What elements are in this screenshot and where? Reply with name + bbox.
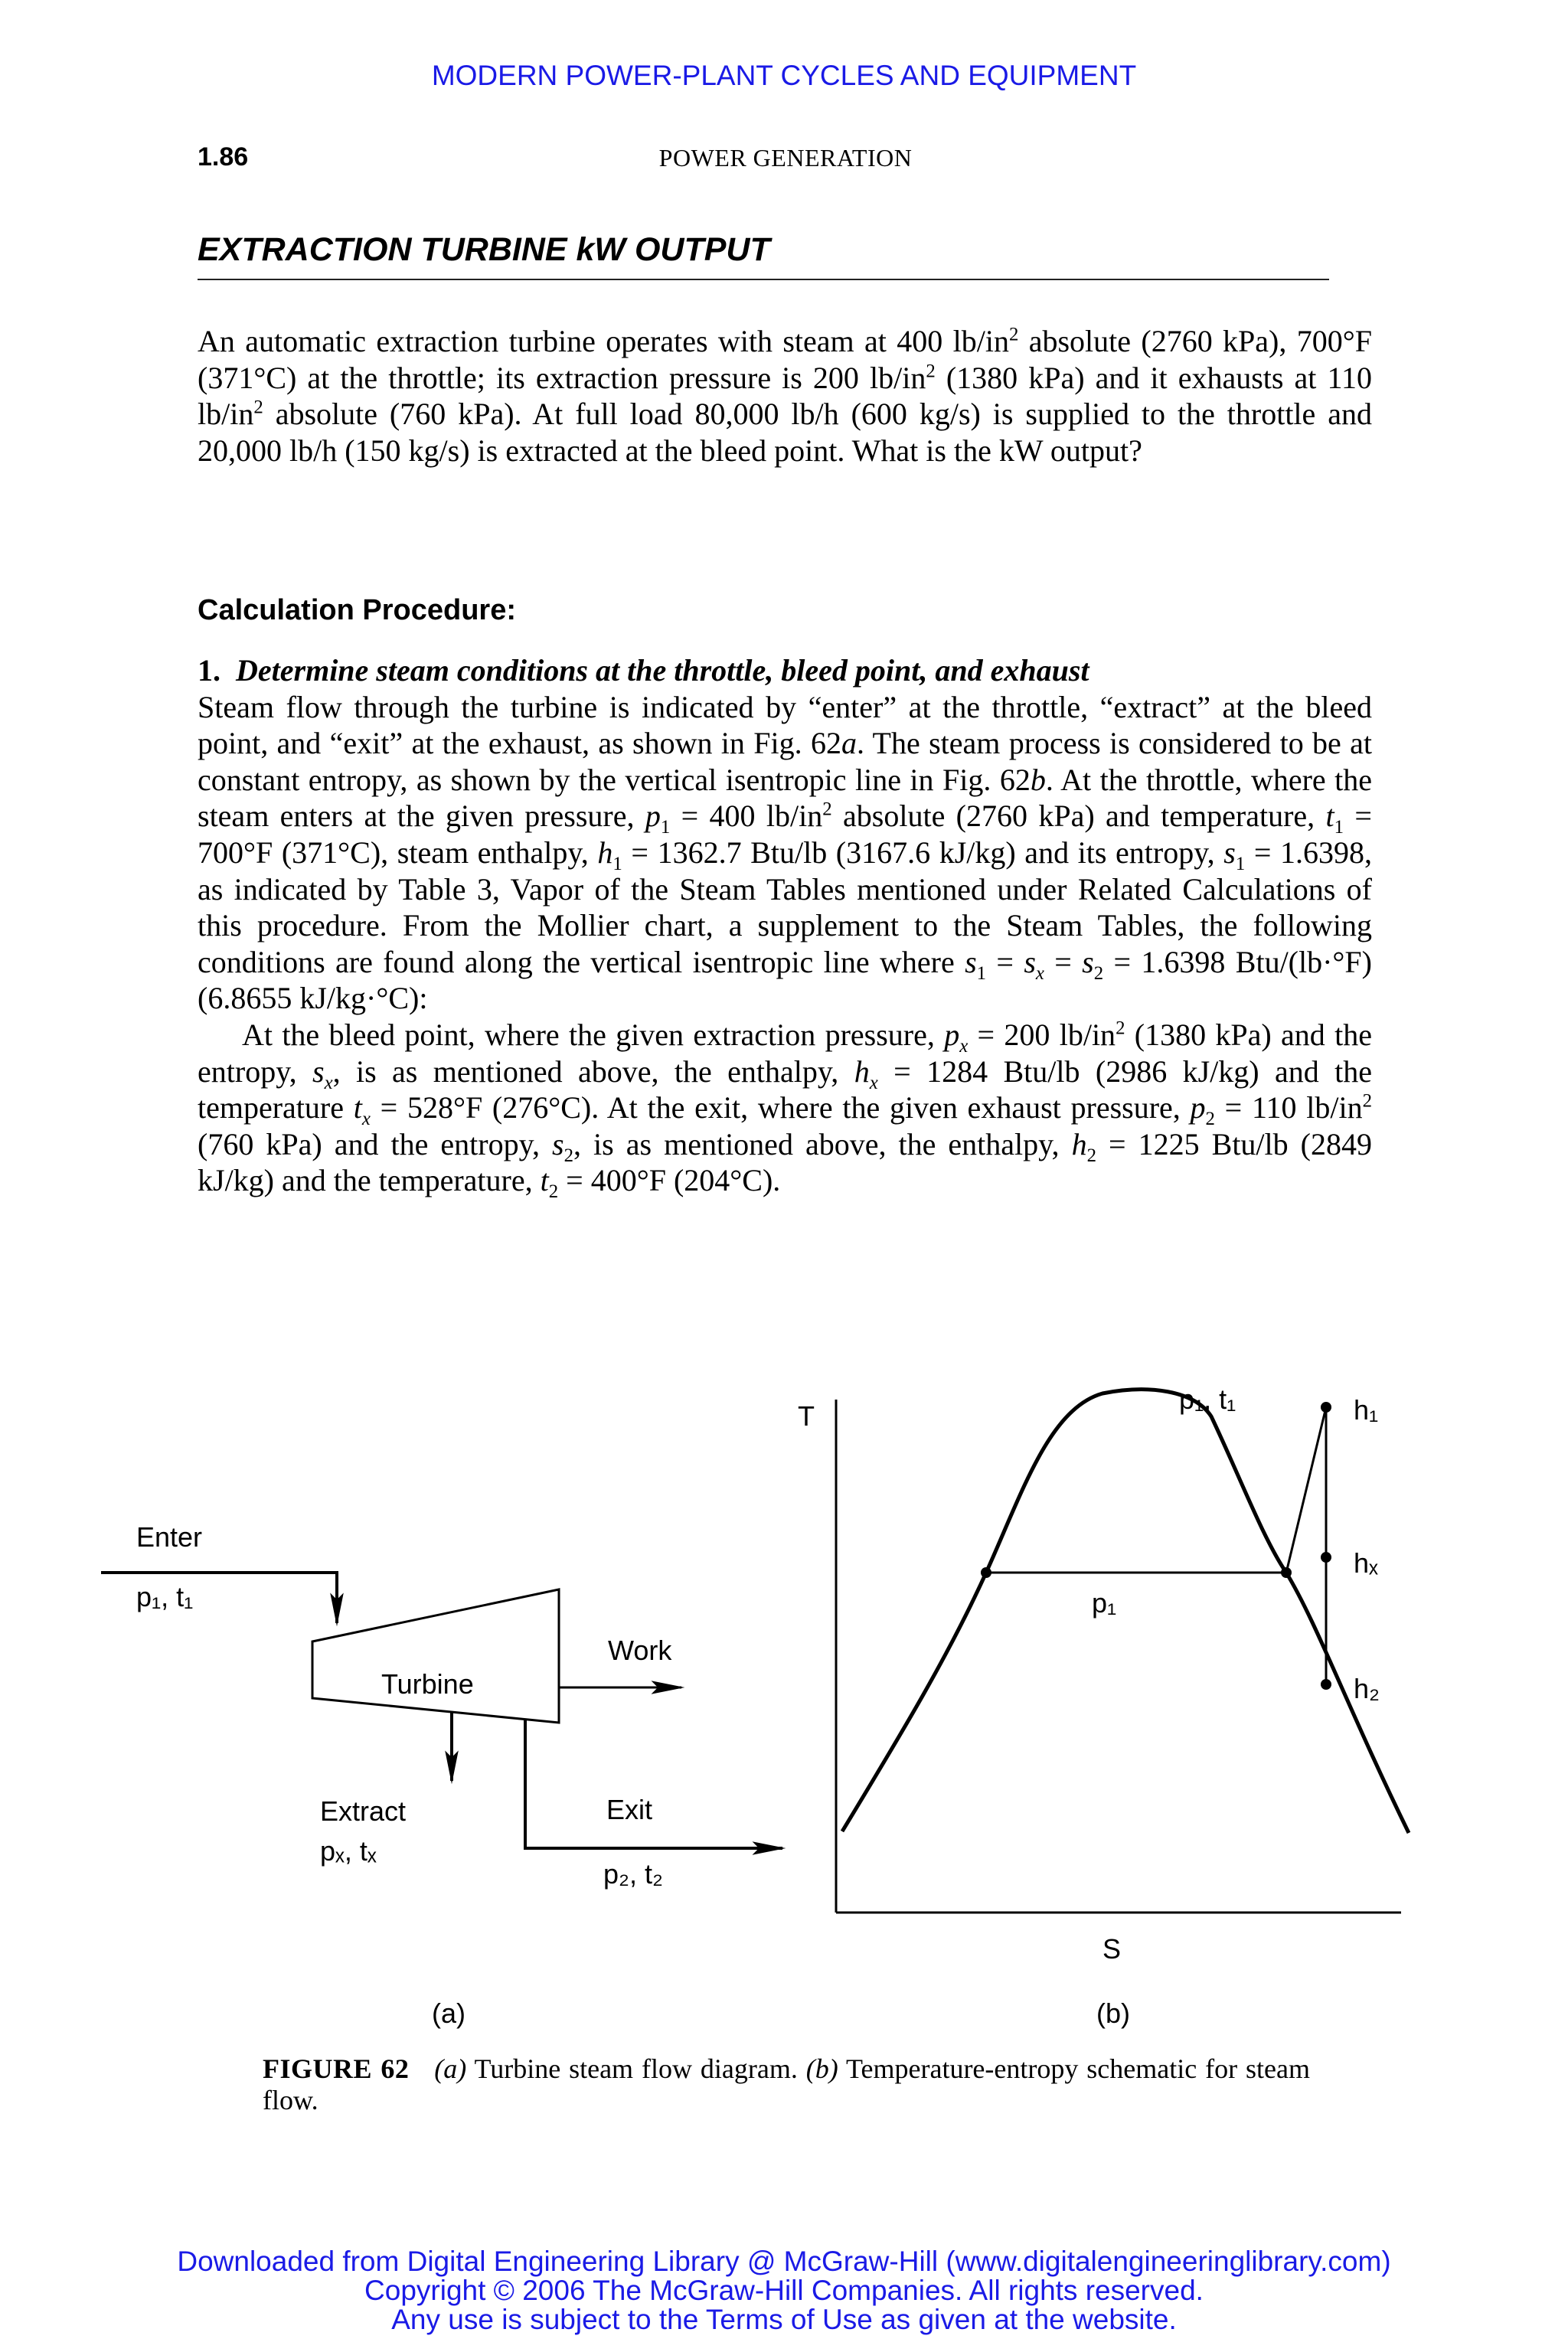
top-banner[interactable]: MODERN POWER-PLANT CYCLES AND EQUIPMENT [431, 60, 1137, 91]
enter-label: Enter [136, 1521, 203, 1553]
T-axis-label: T [798, 1400, 815, 1432]
problem-statement: An automatic extraction turbine operates with steam at 400 $lb/in^2$ absolute (2760 kPa), 700°F (371°C) at the throttle; its extraction pressure is 200 $lb/in^2$ (1380 kPa) and it exhausts at 110 $lb/in^2$ absolute (760 kPa). At full load 80,000 lb/h (600 kg/s) is supplied to the throttle and 20,000 lb/h (150 kg/s) is extracted at the bleed point. What is the kW output? [198, 324, 1372, 468]
turbine-label: Turbine [381, 1668, 474, 1700]
exit-label: Exit [606, 1794, 653, 1825]
p1-label-b: p₁ [1092, 1587, 1117, 1619]
hx-label: hₓ [1354, 1547, 1378, 1579]
S-axis-label: S [1102, 1933, 1122, 1965]
step-1-heading: 1. Determine steam conditions at the throttle, bleed point, and exhaust [198, 653, 1089, 688]
footer-copyright[interactable]: Copyright © 2006 The McGraw-Hill Companies. All rights reserved. [364, 2275, 1204, 2306]
footer-download-link[interactable]: Downloaded from Digital Engineering Library @ McGraw-Hill (www.digitalengineeringlibrary.com) [177, 2246, 1391, 2277]
p1t1-label-b: p₁, t₁ [1179, 1383, 1236, 1415]
work-label: Work [608, 1635, 672, 1666]
saturated-liquid-point [981, 1567, 991, 1578]
superheat-line [1286, 1407, 1326, 1573]
p2t2-label: p₂, t₂ [603, 1858, 663, 1890]
figure-62 [92, 1363, 1439, 2052]
saturation-dome [842, 1390, 1409, 1833]
figure-caption: FIGURE 62 (a) Turbine steam flow diagram. (b) Temperature-entropy schematic for steam flow. [263, 2053, 1311, 2115]
running-head: POWER GENERATION [658, 144, 913, 172]
hx-point [1321, 1552, 1331, 1563]
step-1 [198, 652, 1373, 1203]
h1-label: h₁ [1354, 1394, 1379, 1426]
panel-a-label: (a) [432, 1998, 466, 2029]
p1t1-label-a: p₁, t₁ [136, 1581, 194, 1612]
panel-b-label: (b) [1096, 1998, 1130, 2029]
page-header [198, 142, 1374, 181]
title-rule [198, 279, 1329, 280]
caption-label: FIGURE 62 [263, 2053, 410, 2084]
section-title: EXTRACTION TURBINE kW OUTPUT [198, 231, 770, 268]
pxtx-label: pₓ, tₓ [320, 1835, 377, 1867]
h2-point [1321, 1679, 1331, 1690]
h2-label: h₂ [1354, 1673, 1380, 1704]
footer-terms[interactable]: Any use is subject to the Terms of Use as given at the website. [391, 2304, 1177, 2335]
step-1-paragraph-2: At the bleed point, where the given extraction pressure, $p_x = 200$ $lb/in^2$ (1380 kPa) and the entropy, $s_x$, is as mentioned above, the enthalpy, $h_x = 1284$ Btu/lb (2986 kJ/kg) and the temperature $t_x = 528^\circ F$ (276°C). At the exit, where the given exhaust pressure, $p_2 = 110$ $lb/in^2$ (760 kPa) and the entropy, $s_2$, is as mentioned above, the enthalpy, $h_2 = 1225$ Btu/lb (2849 kJ/kg) and the temperature, $t_2 = 400^\circ F$ (204°C). [198, 1017, 1373, 1203]
footer [0, 2247, 1568, 2334]
temperature-entropy-diagram [798, 1383, 1409, 2030]
calculation-heading: Calculation Procedure: [198, 594, 516, 626]
extract-label: Extract [320, 1795, 407, 1827]
turbine-shape [312, 1589, 559, 1723]
h1-point [1321, 1402, 1331, 1413]
turbine-flow-diagram [101, 1521, 782, 2029]
page-number: 1.86 [198, 142, 249, 172]
step-1-paragraph-1: Steam flow through the turbine is indicated by “enter” at the throttle, “extract” at the bleed point, and “exit” at the exhaust, as shown in Fig. 62a. The steam process is considered to be at constant entropy, as shown by the vertical isentropic line in Fig. 62b. At the throttle, where the steam enters at the given pressure, $p_1 = 400$ $lb/in^2$ absolute (2760 kPa) and temperature, $t_1 = 700^\circ F$ (371°C), steam enthalpy, $h_1 = 1362.7$ Btu/lb (3167.6 kJ/kg) and its entropy, $s_1 = 1.6398$, as indicated by Table 3, Vapor of the Steam Tables mentioned under Related Calculations of this procedure. From the Mollier chart, a supplement to the Steam Tables, the following conditions are found along the vertical isentropic line where $s_1 = s_x = s_2 = 1.6398$ Btu/(lb·°F) (6.8655 kJ/kg·°C): [198, 689, 1373, 1016]
